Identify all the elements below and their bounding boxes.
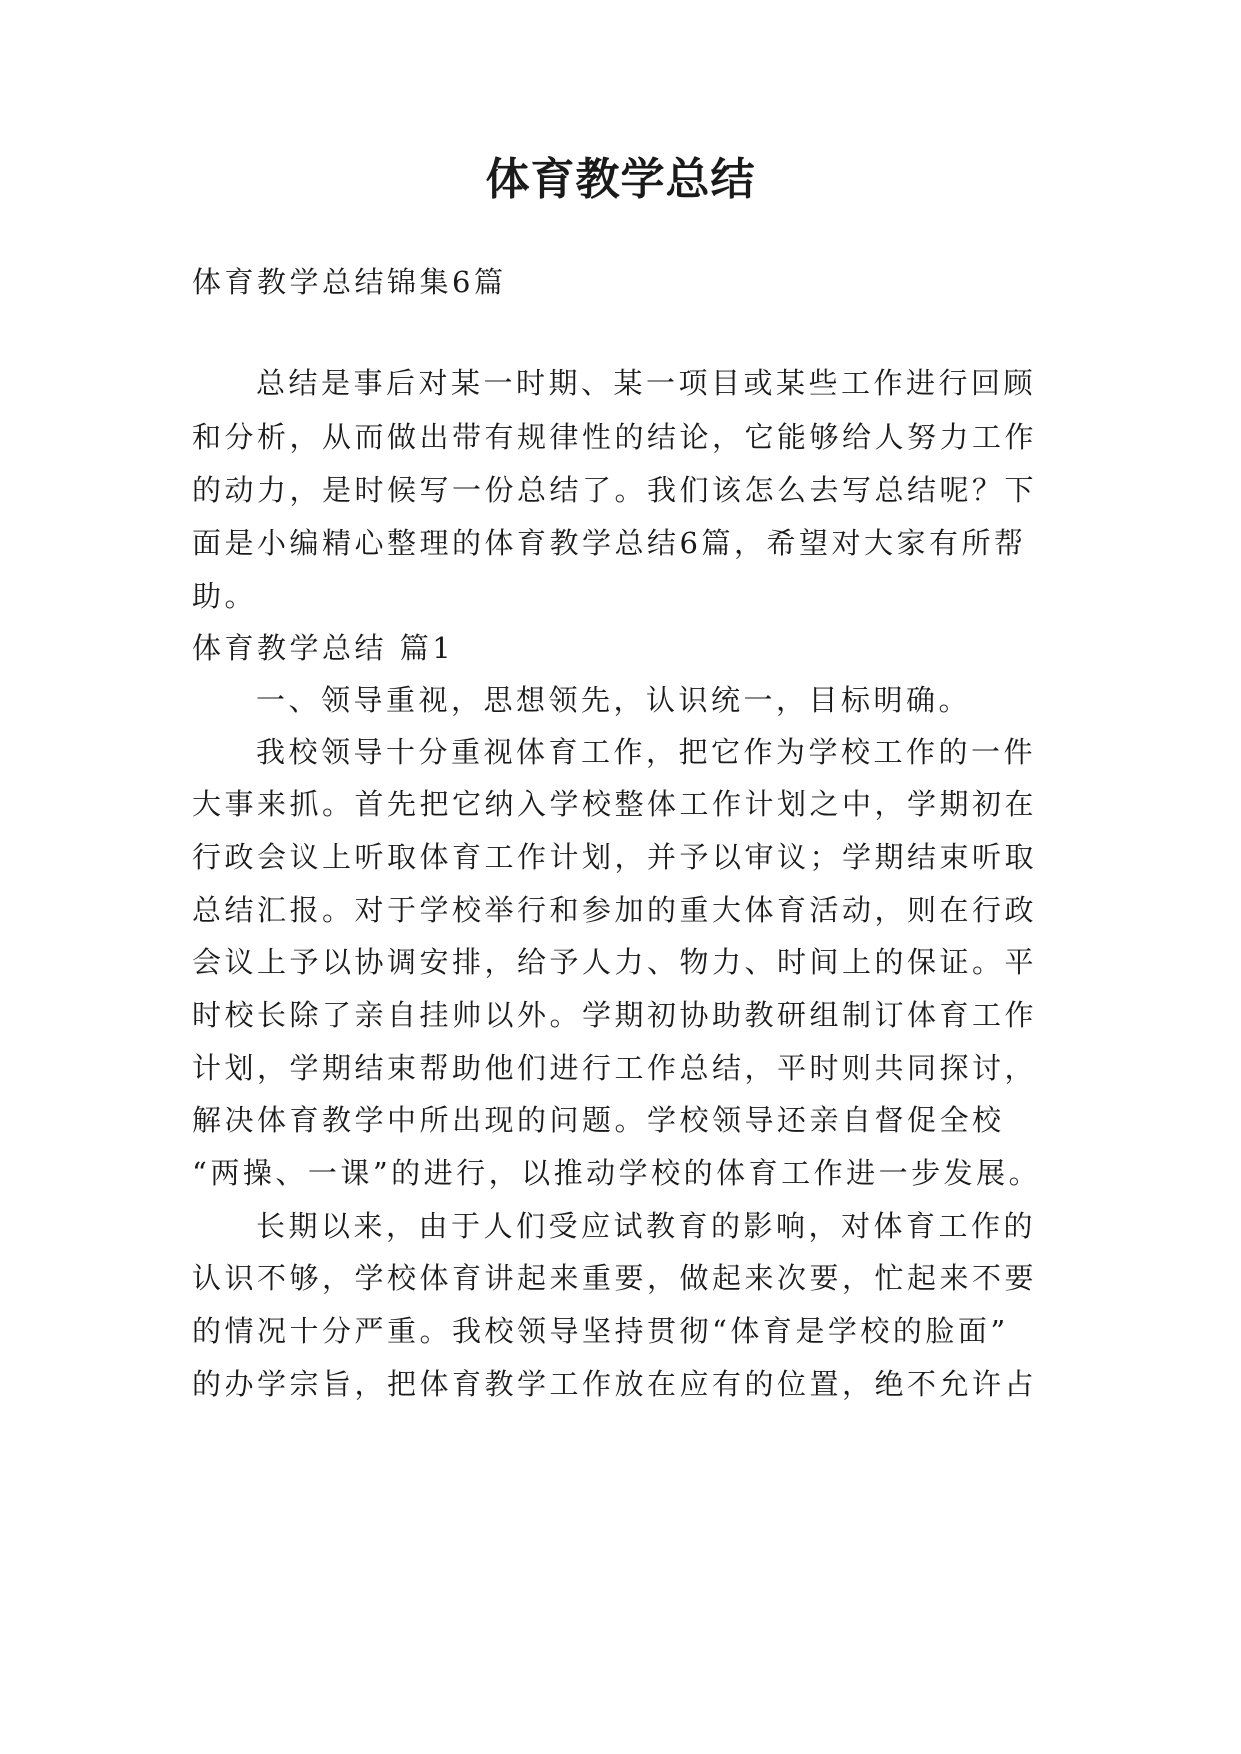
body-line: 我校领导十分重视体育工作，把它作为学校工作的一件 — [256, 735, 1037, 769]
intro-line: 面是小编精心整理的体育教学总结6篇，希望对大家有所帮 — [192, 526, 1027, 560]
body-line: 总结汇报。对于学校举行和参加的重大体育活动，则在行政 — [192, 893, 1038, 927]
body-line: 解决体育教学中所出现的问题。学校领导还亲自督促全校 — [192, 1103, 1005, 1137]
document-subtitle: 体育教学总结锦集6篇 — [192, 265, 507, 299]
body-line: 时校长除了亲自挂帅以外。学期初协助教研组制订体育工作 — [192, 998, 1038, 1032]
document-title: 体育教学总结 — [485, 154, 756, 205]
body-line: 计划，学期结束帮助他们进行工作总结，平时则共同探讨， — [192, 1051, 1038, 1085]
body-line: 大事来抓。首先把它纳入学校整体工作计划之中，学期初在 — [192, 787, 1038, 821]
body-line: 的情况十分严重。我校领导坚持贯彻“体育是学校的脸面” — [192, 1314, 1009, 1348]
section-point-heading: 一、领导重视，思想领先，认识统一，目标明确。 — [256, 683, 972, 717]
body-line: 认识不够，学校体育讲起来重要，做起来次要，忙起来不要 — [192, 1261, 1038, 1295]
body-line: 行政会议上听取体育工作计划，并予以审议；学期结束听取 — [192, 840, 1038, 874]
body-line: “两操、一课”的进行，以推动学校的体育工作进一步发展。 — [192, 1156, 1042, 1190]
body-line: 会议上予以协调安排，给予人力、物力、时间上的保证。平 — [192, 945, 1038, 979]
body-line: 的办学宗旨，把体育教学工作放在应有的位置，绝不允许占 — [192, 1367, 1038, 1401]
intro-line: 和分析，从而做出带有规律性的结论，它能够给人努力工作 — [192, 420, 1038, 454]
intro-line: 助。 — [192, 579, 258, 613]
body-line: 长期以来，由于人们受应试教育的影响，对体育工作的 — [256, 1209, 1037, 1243]
intro-line: 总结是事后对某一时期、某一项目或某些工作进行回顾 — [256, 366, 1037, 400]
intro-line: 的动力，是时候写一份总结了。我们该怎么去写总结呢？下 — [192, 473, 1038, 507]
section-heading: 体育教学总结 篇1 — [192, 631, 455, 665]
